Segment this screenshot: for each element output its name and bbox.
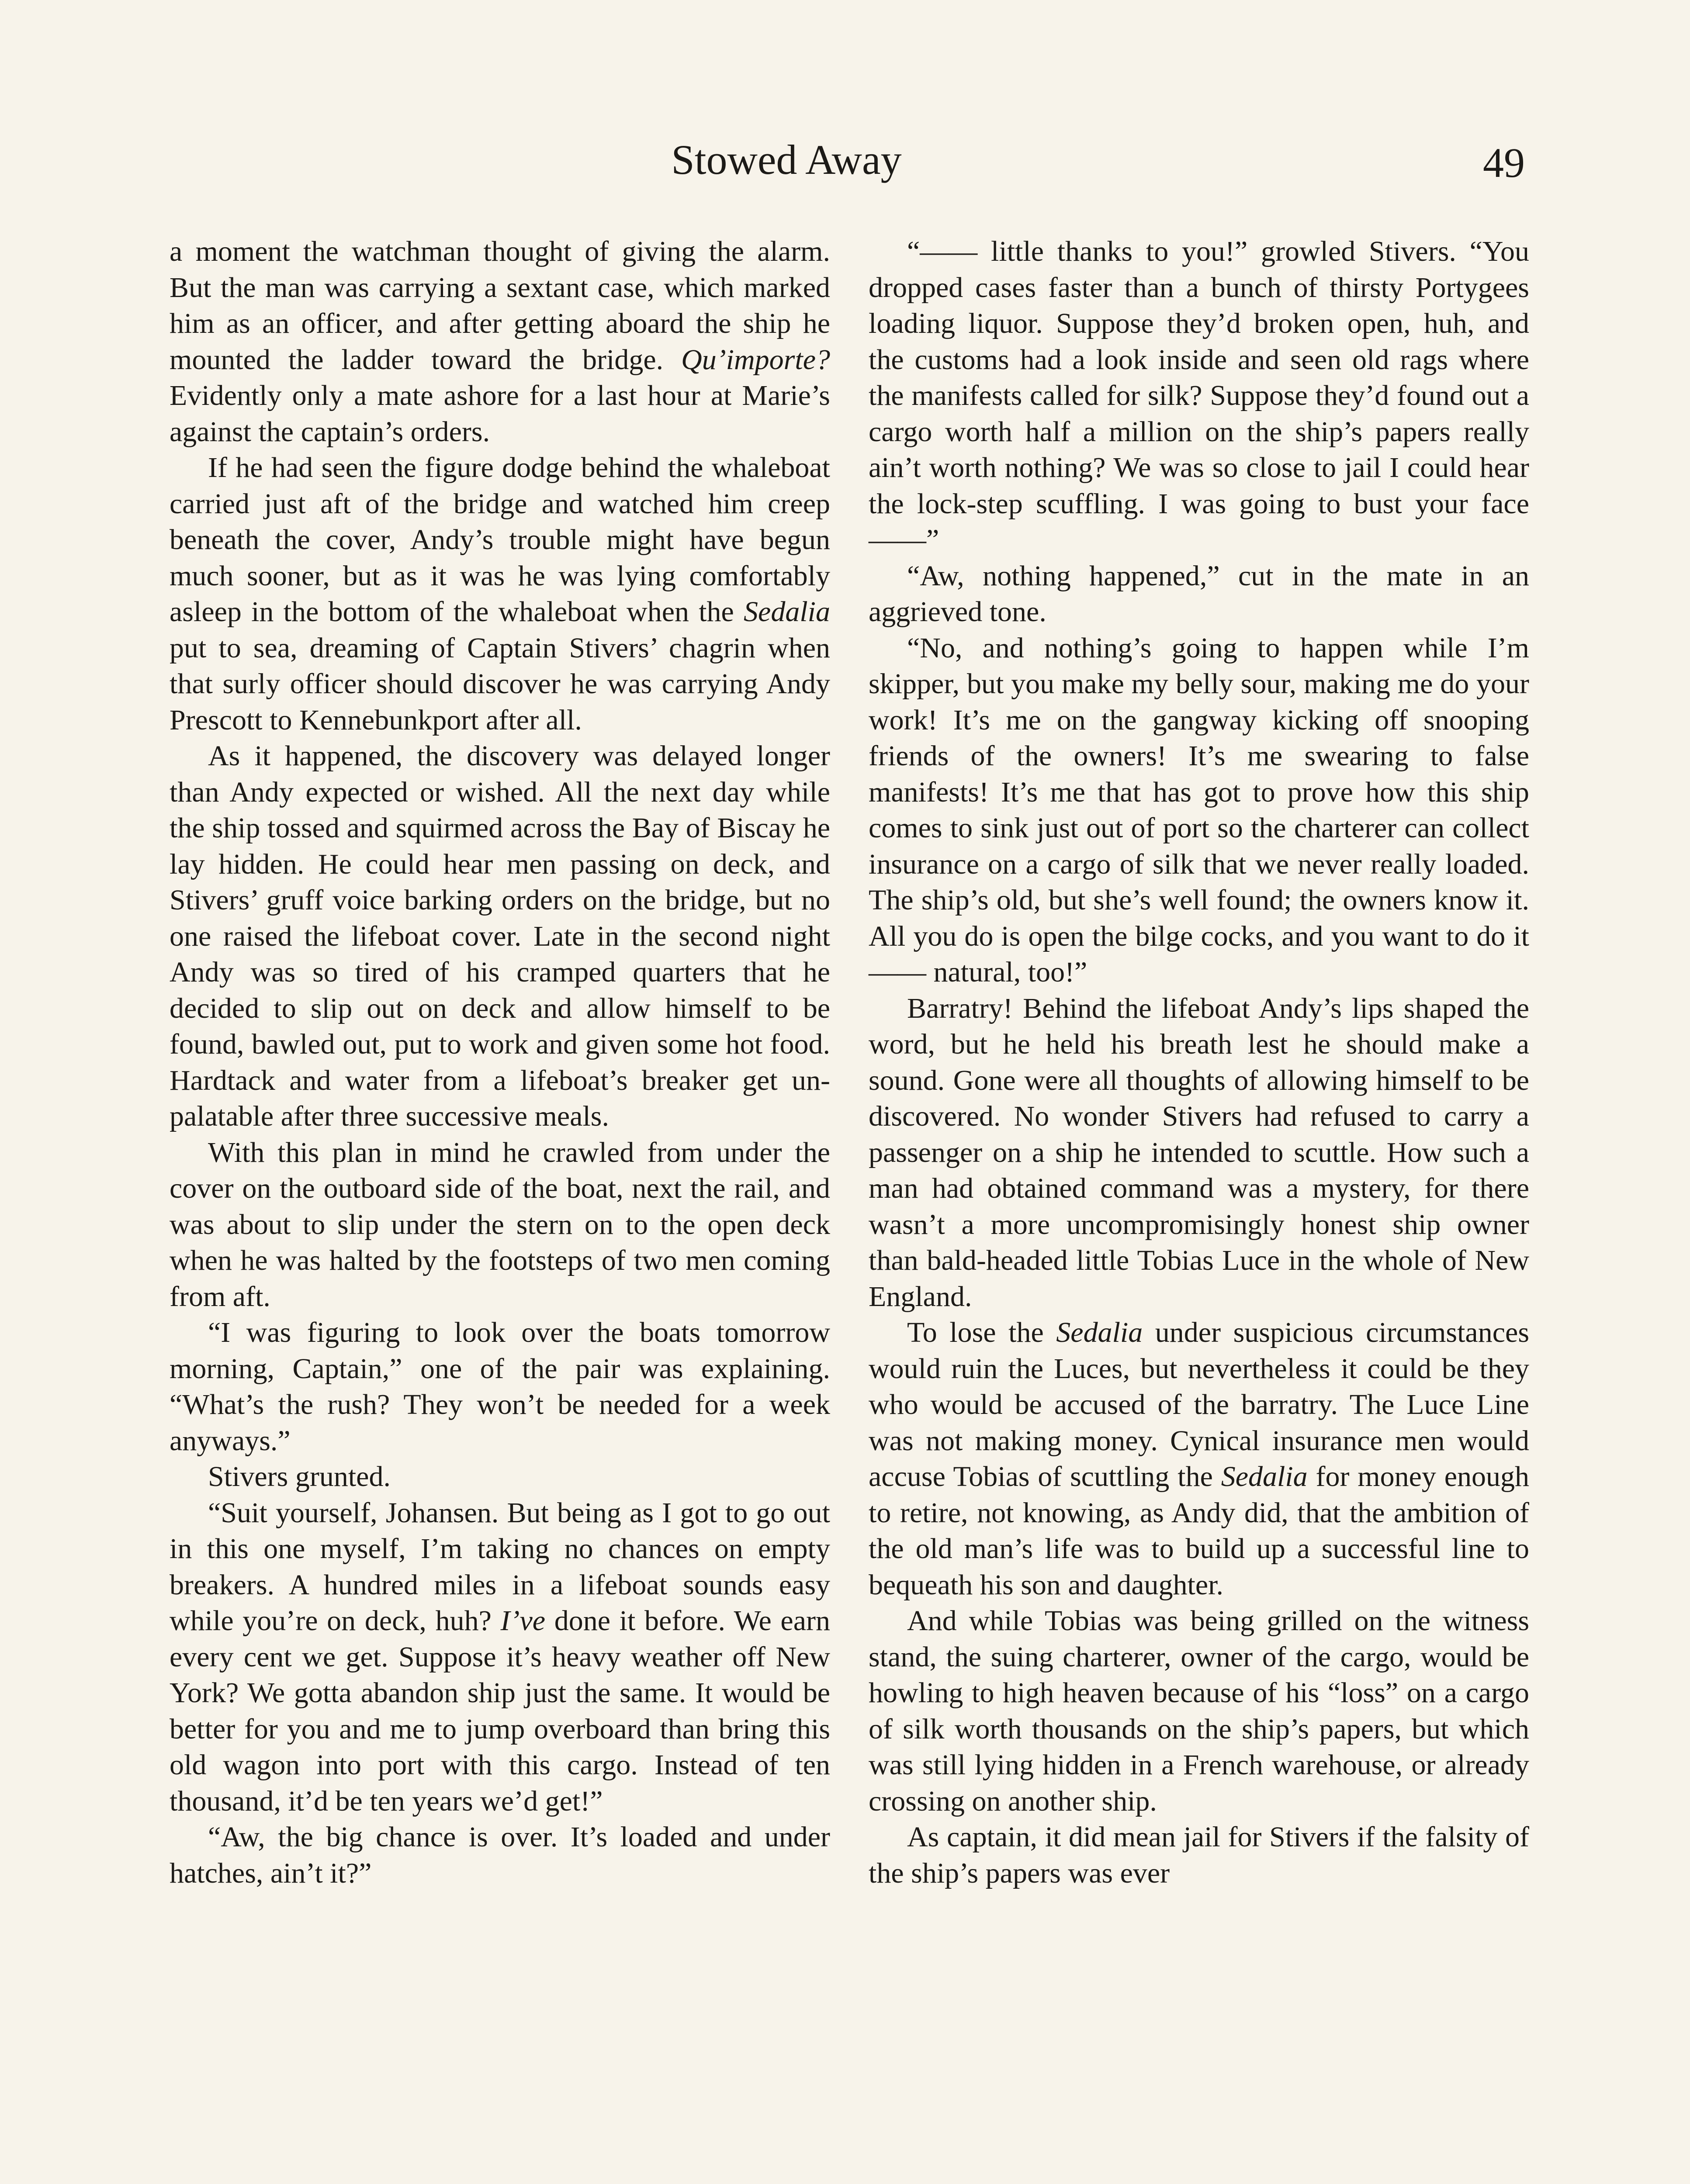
text-run: With this plan in mind he crawled from under the cover on the outboard side of the boat, next the rail, and was about to slip under the stern on to the open deck when he was halted by the footsteps of two men coming from aft.	[170, 1136, 830, 1313]
text-run: As captain, it did mean jail for Stivers if the falsity of the ship’s papers was ever	[869, 1821, 1529, 1889]
text-run: And while Tobias was being grilled on the witness stand, the suing charterer, owner of the cargo, would be howling to high heaven because of his “loss” on a cargo of silk worth thousands on the ship’s papers, but which was still lying hidden in a French warehouse, or already crossing on another ship.	[869, 1605, 1529, 1817]
text-run: “Aw, the big chance is over. It’s loaded and under hatches, ain’t it?”	[170, 1821, 830, 1889]
running-title: Stowed Away	[671, 136, 902, 183]
paragraph	[869, 1315, 1529, 1603]
paragraph	[170, 1135, 830, 1315]
paragraph	[869, 630, 1529, 991]
paragraph	[170, 234, 830, 450]
right-text-column	[869, 234, 1529, 1891]
italic-text: Qu’importe?	[681, 343, 830, 376]
paragraph	[170, 1495, 830, 1820]
paragraph	[170, 1459, 830, 1495]
paragraph	[869, 1603, 1529, 1819]
paragraph	[869, 991, 1529, 1315]
text-run: done it before. We earn every cent we get. Suppose it’s heavy weather off New York? We gotta abandon ship just the same. It would be better for you and me to jump overboard than bring this old wagon into port with this cargo. Instead of ten thousand, it’d be ten years we’d get!”	[170, 1605, 830, 1817]
text-run: under suspicious circumstances would ruin the Luces, but nevertheless it could be they who would be accused of the barratry. The Luce Line was not making money. Cynical insurance men would accuse Tobias of scuttling the	[869, 1317, 1529, 1493]
italic-text: Sedalia	[744, 596, 830, 628]
italic-text: I’ve	[500, 1605, 546, 1637]
text-run: Barratry! Behind the lifeboat Andy’s lips shaped the word, but he held his breath lest he should make a sound. Gone were all thoughts of allowing himself to be discovered. No wonder Stivers had refused to carry a passenger on a ship he intended to scuttle. How such a man had obtained command was a mystery, for there wasn’t a more uncompromisingly honest ship owner than bald-headed little Tobias Luce in the whole of New England.	[869, 992, 1529, 1313]
text-run: “Aw, nothing happened,” cut in the mate in an aggrieved tone.	[869, 560, 1529, 628]
text-run: As it happened, the discovery was delayed longer than Andy expected or wished. All the next day while the ship tossed and squirmed across the Bay of Biscay he lay hidden. He could hear men passing on deck, and Stivers’ gruff voice barking orders on the bridge, but no one raised the lifeboat cover. Late in the second night Andy was so tired of his cramped quarters that he decided to slip out on deck and allow himself to be found, bawled out, put to work and given some hot food. Hardtack and water from a lifeboat’s breaker get unpalatable after three successive meals.	[170, 740, 830, 1132]
paragraph	[869, 1819, 1529, 1891]
italic-text: Sedalia	[1221, 1461, 1308, 1493]
paragraph	[170, 1819, 830, 1891]
text-run: for money enough to retire, not knowing, as Andy did, that the ambition of the old man’s life was to build up a successful line to bequeath his son and daughter.	[869, 1461, 1529, 1601]
italic-text: Sedalia	[1056, 1317, 1143, 1348]
paragraph	[170, 450, 830, 738]
text-run: To lose the	[907, 1317, 1056, 1348]
page-number: 49	[1483, 139, 1525, 186]
text-run: If he had seen the figure dodge behind the whaleboat carried just aft of the bridge and watched him creep beneath the cover, Andy’s trouble might have begun much sooner, but as it was he was lying comfortably asleep in the bottom of the whaleboat when the	[170, 452, 830, 628]
text-run: Stivers grunted.	[208, 1461, 391, 1493]
paragraph	[170, 738, 830, 1135]
text-run: “Suit yourself, Johansen. But being as I got to go out in this one myself, I’m taking no chances on empty breakers. A hundred miles in a lifeboat sounds easy while you’re on deck, huh?	[170, 1496, 830, 1637]
left-text-column	[170, 234, 830, 1891]
text-run: “I was figuring to look over the boats tomorrow morning, Captain,” one of the pair was explaining. “What’s the rush? They won’t be needed for a week anyways.”	[170, 1317, 830, 1457]
paragraph	[869, 558, 1529, 630]
text-run: “No, and nothing’s going to happen while I’m skipper, but you make my belly sour, making me do your work! It’s me on the gangway kicking off snooping friends of the owners! It’s me swearing to false manifests! It’s me that has got to prove how this ship comes to sink just out of port so the charterer can collect insurance on a cargo of silk that we never really loaded. The ship’s old, but she’s well found; the owners know it. All you do is open the bilge cocks, and you want to do it —— natural, too!”	[869, 632, 1529, 988]
text-run: “—— little thanks to you!” growled Stivers. “You dropped cases faster than a bunch of thirsty Portygees loading liquor. Suppose they’d broken open, huh, and the customs had a look inside and seen old rags where the manifests called for silk? Suppose they’d found out a cargo worth half a million on the ship’s papers really ain’t worth nothing? We was so close to jail I could hear the lock-step scuffling. I was going to bust your face——”	[869, 235, 1529, 556]
text-run: put to sea, dreaming of Captain Stivers’ chagrin when that surly officer should discover he was carrying Andy Prescott to Kennebunkport after all.	[170, 632, 830, 736]
text-run: Evidently only a mate ashore for a last hour at Marie’s against the captain’s orders.	[170, 380, 830, 448]
paragraph	[869, 234, 1529, 558]
text-run: a moment the watchman thought of giving the alarm. But the man was carrying a sextant case, which marked him as an officer, and after getting aboard the ship he mounted the ladder toward the bridge.	[170, 235, 830, 376]
paragraph	[170, 1315, 830, 1459]
